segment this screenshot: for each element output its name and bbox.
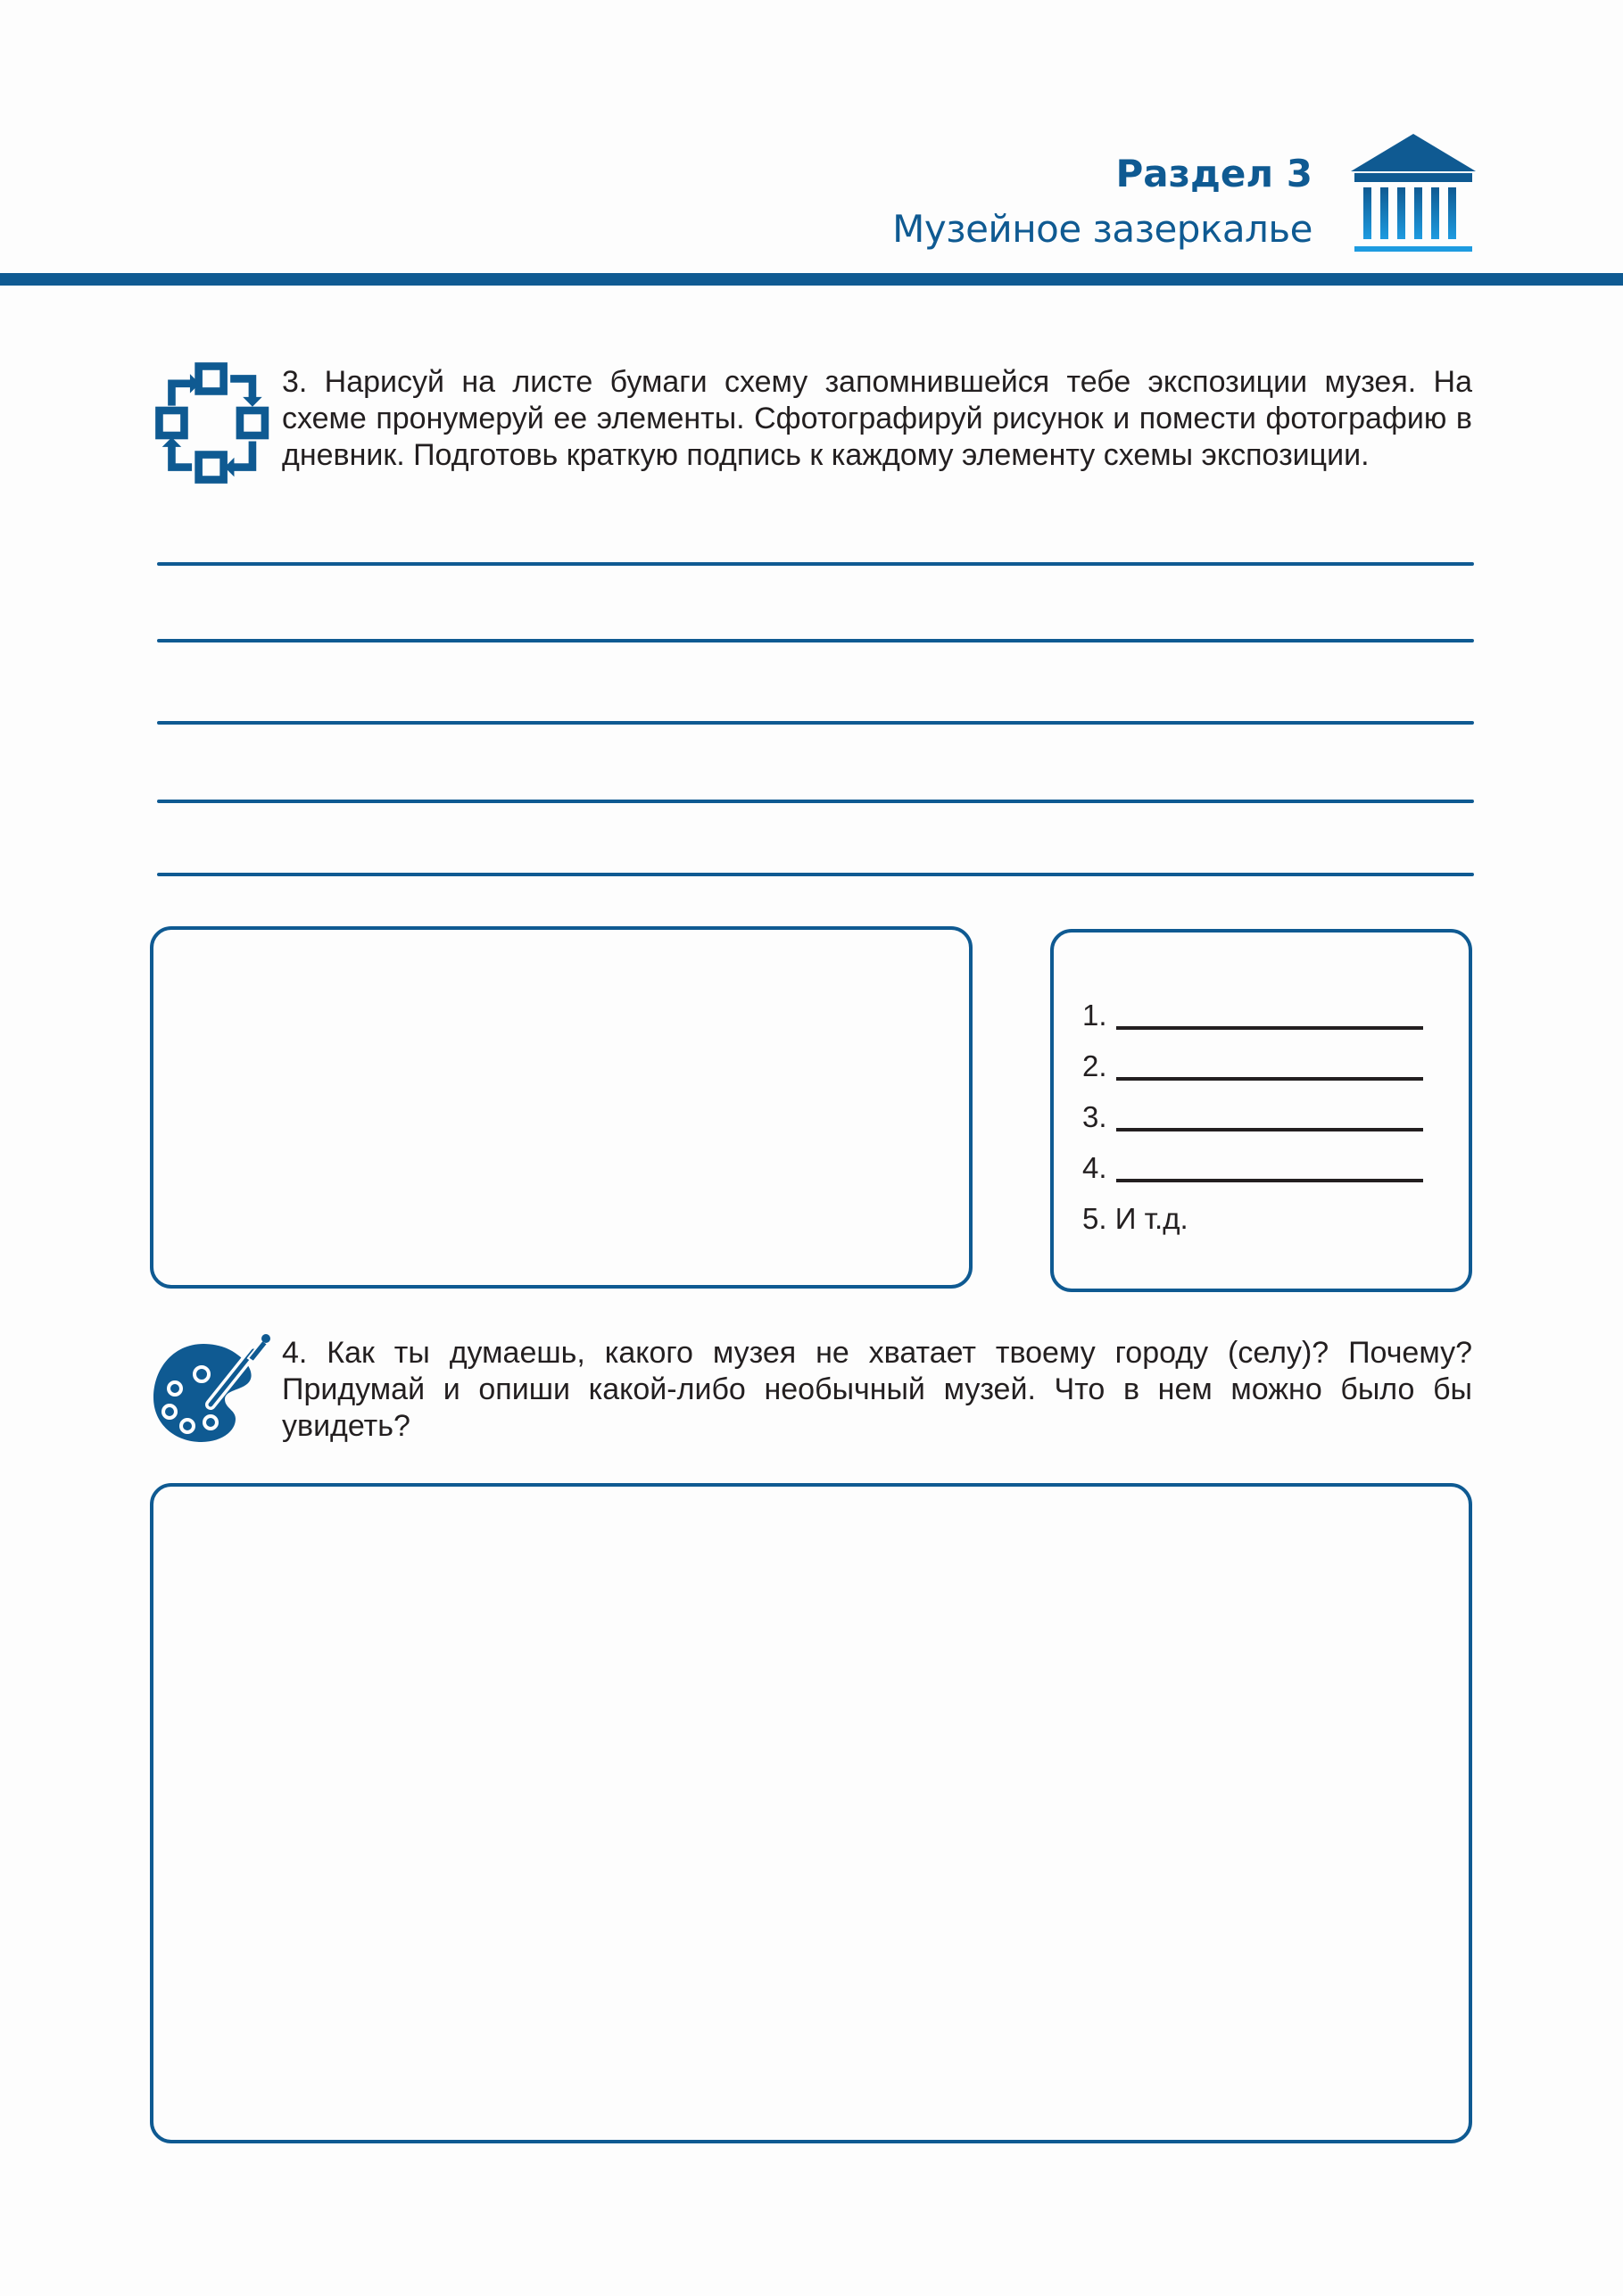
palette-brush-icon [148,1331,273,1447]
answer-line[interactable] [157,873,1474,876]
legend-blank[interactable] [1116,1026,1423,1030]
answer-box[interactable] [150,1483,1472,2143]
legend-item[interactable]: 4. [1082,1142,1423,1193]
legend-box [1050,929,1472,1292]
workflow-cycle-icon [153,361,278,485]
legend-item[interactable]: 3. [1082,1091,1423,1142]
legend-item[interactable]: 2. [1082,1040,1423,1091]
answer-line[interactable] [157,800,1474,803]
legend-item-etc: 5. И т.д. [1082,1202,1188,1235]
section-label: Раздел 3 [1115,152,1312,195]
legend-item[interactable]: 1. [1082,990,1423,1040]
legend-list [1082,990,1423,1244]
section-title: Музейное зазеркалье [892,207,1312,251]
task3-instruction: 3. Нарисуй на листе бумаги схему запомнившейся тебе экспозиции музея. На схеме пронумеруй ее элементы. Сфотографируй рисунок и помести фотографию в дневник. Подготовь краткую подпись к каждому элементу схемы экспозиции. [282,365,1472,472]
legend-blank[interactable] [1116,1077,1423,1081]
answer-line[interactable] [157,721,1474,725]
legend-blank[interactable] [1116,1128,1423,1131]
drawing-box[interactable] [150,926,973,1289]
museum-building-icon [1351,134,1476,254]
task4-instruction: 4. Как ты думаешь, какого музея не хватает твоему городу (селу)? Почему? Придумай и опиши какой-либо необычный музей. Что в нем можно было бы увидеть? [282,1336,1472,1443]
answer-line[interactable] [157,639,1474,642]
legend-blank[interactable] [1116,1179,1423,1182]
header-divider [0,273,1623,286]
answer-line[interactable] [157,562,1474,566]
